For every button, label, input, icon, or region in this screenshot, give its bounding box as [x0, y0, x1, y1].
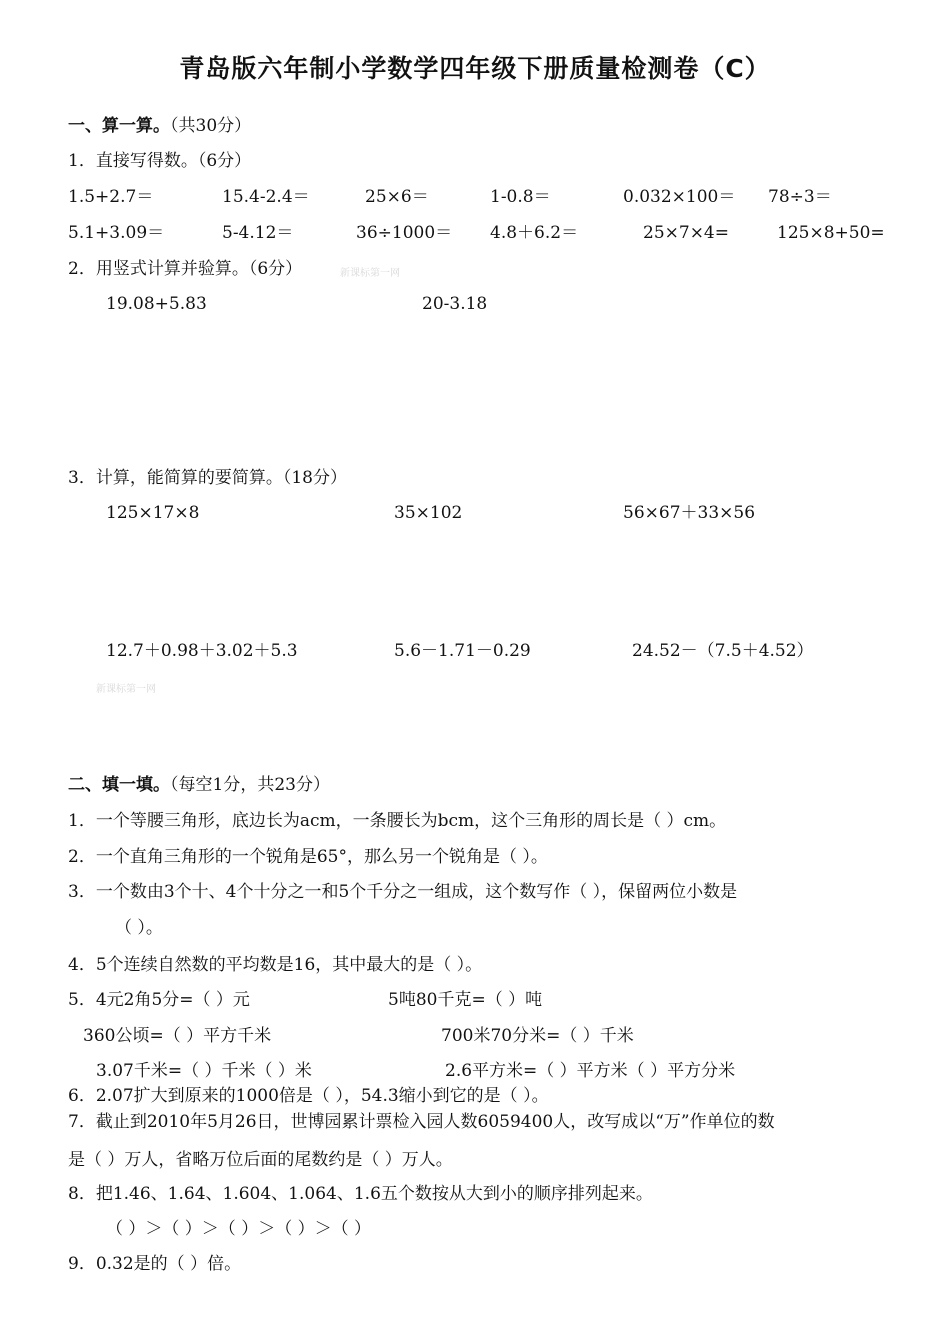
fill-line-5f: 2.6平方米=（ ）平方米（ ）平方分米: [445, 1061, 736, 1081]
section2-heading-text: 二、填一填。: [68, 775, 170, 795]
q2-item-1: 19.08+5.83: [106, 294, 207, 314]
q3-r2-c3: 24.52－（7.5＋4.52）: [632, 641, 814, 661]
q1-r1-c4: 1-0.8＝: [490, 187, 551, 207]
fill-line-2: 2．一个直角三角形的一个锐角是65°，那么另一个锐角是（ ）。: [68, 847, 548, 867]
q1-label: 1．直接写得数。（6分）: [68, 151, 252, 171]
fill-line-1: 1．一个等腰三角形，底边长为acm，一条腰长为bcm，这个三角形的周长是（ ）cm。: [68, 811, 727, 831]
fill-line-5d: 700米70分米=（ ）千米: [441, 1026, 634, 1046]
q1-r1-c2: 15.4-2.4＝: [222, 187, 310, 207]
fill-line-8: 8．把1.46、1.64、1.604、1.064、1.6五个数按从大到小的顺序排列起来。: [68, 1184, 653, 1204]
q3-r1-c2: 35×102: [394, 503, 463, 523]
q1-r2-c2: 5-4.12＝: [222, 223, 294, 243]
fill-line-5e: 3.07千米=（ ）千米（ ）米: [96, 1061, 312, 1081]
q3-label: 3．计算，能简算的要简算。（18分）: [68, 468, 347, 488]
fill-line-8-order: （ ）＞（ ）＞（ ）＞（ ）＞（ ）: [106, 1219, 372, 1239]
q1-r1-c5: 0.032×100＝: [623, 187, 736, 207]
fill-line-5c: 360公顷=（ ）平方千米: [83, 1026, 272, 1046]
q1-r2-c5: 25×7×4=: [643, 223, 729, 243]
page-title: 青岛版六年制小学数学四年级下册质量检测卷（C）: [179, 54, 771, 83]
q1-r2-c1: 5.1+3.09＝: [68, 223, 165, 243]
section1-points: （共30分）: [170, 116, 252, 136]
q1-r2-c3: 36÷1000＝: [356, 223, 453, 243]
section1-heading: [68, 115, 251, 137]
section2-heading: [68, 774, 330, 796]
fill-line-3: 3．一个数由3个十、4个十分之一和5个千分之一组成，这个数写作（ ），保留两位小数是: [68, 882, 738, 902]
q1-r1-c6: 78÷3＝: [768, 187, 832, 207]
section2-points: （每空1分，共23分）: [170, 775, 330, 795]
fill-line-5a: 5．4元2角5分=（ ）元: [68, 990, 250, 1010]
q2-label: 2．用竖式计算并验算。（6分）: [68, 259, 303, 279]
q3-r1-c3: 56×67＋33×56: [623, 503, 756, 523]
q2-item-2: 20-3.18: [422, 294, 488, 314]
fill-line-3b: （ ）。: [115, 918, 163, 938]
watermark-2: 新课标第一网: [96, 684, 156, 695]
q3-r2-c1: 12.7＋0.98＋3.02＋5.3: [106, 641, 298, 661]
fill-line-6: 6．2.07扩大到原来的1000倍是（ ），54.3缩小到它的是（ ）。: [68, 1086, 549, 1106]
q3-r1-c1: 125×17×8: [106, 503, 200, 523]
fill-line-7: 7．截止到2010年5月26日，世博园累计票检入园人数6059400人，改写成以“万”作单位的数: [68, 1112, 775, 1132]
fill-line-4: 4．5个连续自然数的平均数是16，其中最大的是（ ）。: [68, 955, 483, 975]
watermark: 新课标第一网: [340, 268, 400, 279]
q1-r2-c6: 125×8+50=: [777, 223, 885, 243]
section1-heading-text: 一、算一算。: [68, 116, 170, 136]
fill-line-9: 9．0.32是的（ ）倍。: [68, 1254, 242, 1274]
q1-r1-c1: 1.5+2.7＝: [68, 187, 154, 207]
q1-r2-c4: 4.8＋6.2＝: [490, 223, 579, 243]
fill-line-5b: 5吨80千克=（ ）吨: [388, 990, 543, 1010]
q1-r1-c3: 25×6＝: [365, 187, 429, 207]
q3-r2-c2: 5.6－1.71－0.29: [394, 641, 531, 661]
fill-line-7b: 是（ ）万人，省略万位后面的尾数约是（ ）万人。: [68, 1150, 453, 1170]
